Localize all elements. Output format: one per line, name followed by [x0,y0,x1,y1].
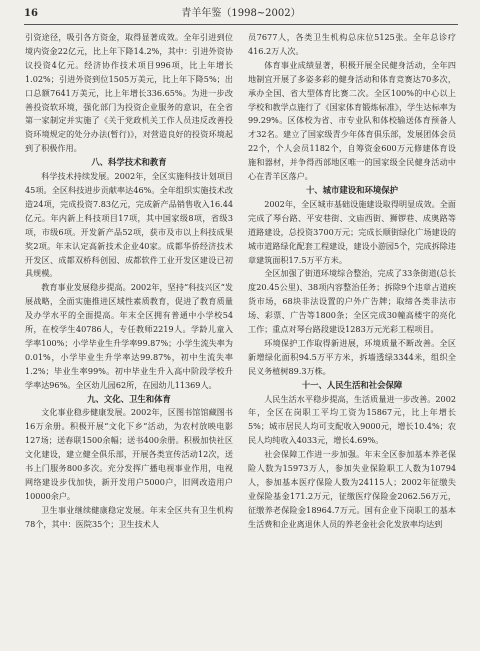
section-heading: 九、文化、卫生和体育 [87,393,171,404]
paragraph: 全区加强了街道环境综合整治，完成了33条街道(总长度20.45公里)、38项内容整治任务；拆除9个违章占道疾货市场，68块非法设置的户外广告牌；取缔各类非法市场、彩票、广告等1800条；全区完成30幢高楼宇的亮化工作；重点对琴台路段建设1283万元光彩工程项目。 [248,268,456,335]
paragraph: 引资途径，吸引各方资金，取得显著成效。全年引进到位境内资金22亿元，比上年下降14.2%，其中：引进外资协议投资4亿元。经济协作技术项目996项，比上年增长1.02%；引进外资到位1505万美元，比上年下降5%；出口总额7641万美元，比上年增长336.65%。为进一步改善投资软环境，强化部门为投资企业服务的意识，在全省第一家制定并实施了《关于党政机关工作人员违反改善投资环境规定的处分办法(暂行)》，对营造良好的投资环境起到了积极作用。 [25,32,233,154]
paragraph: 文化事业稳步健康发展。2002年，区图书馆馆藏图书16万余册。积极开展“文化下乡”活动，为农村放映电影127场；送春联1500余幅；送书400余册。积极加快社区文化建设，建立健全俱乐部，开展各类宣传活动12次，送书上门服务800多次。充分发挥广播电视事业作用，电视网络建设步伐加快，新开发用户5000户，旧网改造用户10000余户。 [25,407,233,501]
paragraph: 科学技术持续发展。2002年，全区实施科技计划项目45项。全区科技进步贡献率达46%。全年组织实施技术改造24项，完成投资7.83亿元，完成新产品销售收入16.44亿元。年内新上科技项目17项，其中国家级8项，省级3项，市级6项。开发新产品52项，获市及市以上科技成果奖2项。年末认定高新技术企业40家。成都华侨经济技术开发区、成都双桥科创园、成都软件工业开发区建设已初具规模。 [25,171,233,279]
paragraph: 环境保护工作取得新进展，环境质量不断改善。全区新增绿化面积94.5万平方米，拆墙透绿3344米，组织全民义务植树89.3万株。 [248,337,456,376]
paragraph: 社会保障工作进一步加强。年末全区参加基本养老保险人数为15973万人，参加失业保险职工人数为10794人，参加基本医疗保险人数为24115人；2002年征缴失业保险基金171.2万元，征缴医疗保险金2062.56万元，征缴养老保险金18964.7万元。国有企业下岗职工的基本生活费和企业离退休人员的养老金社会化发放率均达到 [248,449,456,529]
right-column [248,31,456,532]
paragraph: 人民生活水平稳步提高，生活质量进一步改善。2002年，全区在岗职工平均工资为15867元，比上年增长5%；城市居民人均可支配收入9000元，增长10.4%；农民人均纯收入4033元，增长4.69%。 [248,393,456,446]
paragraph: 2002年，全区城市基础设施建设取得明显成效。全面完成了琴台路、平安巷街、文庙西街、狮锣巷、成奥路等道路建设，总投资3700万元；完成长顺街绿化广场建设的城市道路绿化配套工程建设，建设小游园5个，完成拆除违章建筑面积17.5万平方米。 [248,198,456,265]
section-heading: 十一、人民生活和社会保障 [301,379,403,390]
running-header [24,4,458,25]
page-number: 16 [24,8,38,19]
paragraph: 卫生事业继续健康稳定发展。年末全区共有卫生机构78个，其中：医院35个；卫生技术人 [25,504,233,529]
paragraph: 教育事业发展稳步提高。2002年，坚持“科技兴区”发展战略，全面实施推进区域性素质教育，促进了教育质量及办学水平的全面提高。年末全区拥有普通中小学校54所，在校学生40786人，专任教师2219人。学龄儿童入学率100%；小学毕业生升学率99.87%；小学生流失率为0.01%，小学毕业生升学率达99.87%，初中生流失率1.2%；毕业生率99%。初中毕业生升入高中阶段学校升学率达96%。全区幼儿园62所，在园幼儿11369人。 [25,282,233,390]
book-title: 青羊年鉴（1998~2002） [181,8,301,19]
paragraph: 体育事业成绩显著，积极开展全民健身活动，全年四地制宜开展了多姿多彩的健身活动和体育竞赛达70多次，承办全国、省大型体育比赛二次。全区100%的中心以上学校和教学点施行了《国家体育锻炼标准》，学生达标率为99.29%。区体校为省、市专业队和体校输送体育预备人才32名。建立了国家级青少年体育俱乐部，发展团体会员22个，个人会员1182个，自筹资金600万元修建体育设施和器材，并争得西部地区唯一的国家级全民健身活动中心在青羊区落户。 [248,59,456,182]
paragraph: 员7677人，各类卫生机构总床位5125张。全年总诊疗416.2万人次。 [248,32,456,56]
section-heading: 十、城市建设和环境保护 [305,184,399,195]
section-heading: 八、科学技术和教育 [91,157,167,168]
left-column [25,31,233,532]
